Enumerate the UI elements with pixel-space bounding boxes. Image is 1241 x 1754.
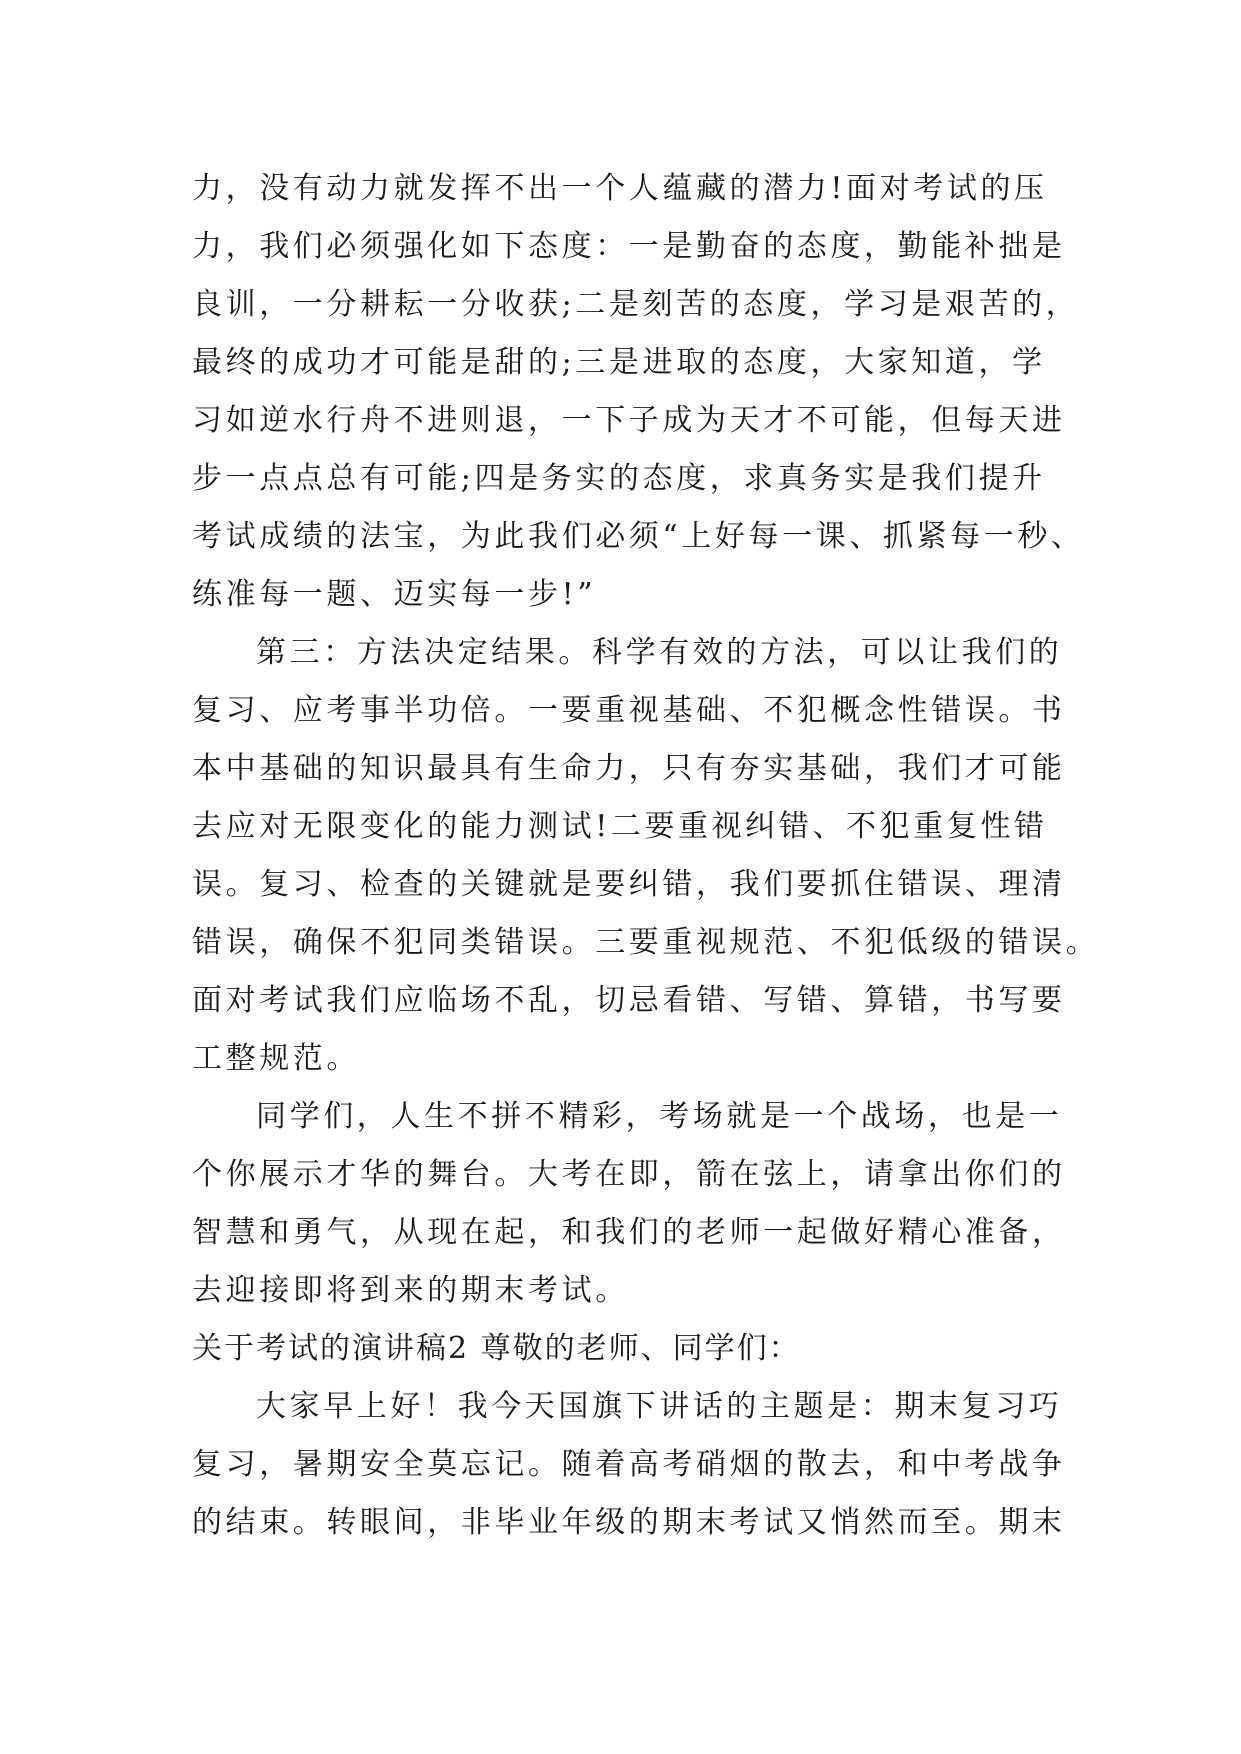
text-line: 错误，确保不犯同类错误。三要重视规范、不犯低级的错误。 [192, 925, 1100, 960]
text-line: 的结束。转眼间，非毕业年级的期末考试又悄然而至。期末 [192, 1505, 1066, 1540]
paragraph-start-line: 大家早上好！我今天国旗下讲话的主题是：期末复习巧 [256, 1389, 1063, 1424]
text-line: 复习、应考事半功倍。一要重视基础、不犯概念性错误。书 [192, 693, 1066, 728]
text-line: 力，没有动力就发挥不出一个人蕴藏的潜力!面对考试的压 [192, 171, 1048, 206]
text-line: 习如逆水行舟不进则退，一下子成为天才不可能，但每天进 [192, 403, 1066, 438]
text-line: 智慧和勇气，从现在起，和我们的老师一起做好精心准备， [192, 1215, 1066, 1250]
document-page [192, 160, 1100, 1552]
text-line: 练准每一题、迈实每一步!” [192, 577, 597, 612]
speech-heading: 关于考试的演讲稿2 尊敬的老师、同学们： [192, 1331, 801, 1366]
paragraph-start-line: 第三：方法决定结果。科学有效的方法，可以让我们的 [256, 635, 1063, 670]
text-line: 复习，暑期安全莫忘记。随着高考硝烟的散去，和中考战争 [192, 1447, 1066, 1482]
text-line: 最终的成功才可能是甜的;三是进取的态度，大家知道，学 [192, 345, 1046, 380]
text-line: 力，我们必须强化如下态度：一是勤奋的态度，勤能补拙是 [192, 229, 1066, 264]
text-line: 本中基础的知识最具有生命力，只有夯实基础，我们才可能 [192, 751, 1066, 786]
paragraph-start-line: 同学们，人生不拼不精彩，考场就是一个战场，也是一 [256, 1099, 1063, 1134]
text-line: 考试成绩的法宝，为此我们必须“上好每一课、抓紧每一秒、 [192, 519, 1085, 554]
text-line: 去迎接即将到来的期末考试。 [192, 1273, 629, 1308]
text-line: 去应对无限变化的能力测试!二要重视纠错、不犯重复性错 [192, 809, 1048, 844]
text-line: 误。复习、检查的关键就是要纠错，我们要抓住错误、理清 [192, 867, 1066, 902]
text-line: 工整规范。 [192, 1041, 360, 1076]
text-line: 步一点点总有可能;四是务实的态度，求真务实是我们提升 [192, 461, 1046, 496]
text-line: 个你展示才华的舞台。大考在即，箭在弦上，请拿出你们的 [192, 1157, 1066, 1192]
text-line: 良训，一分耕耘一分收获;二是刻苦的态度，学习是艰苦的， [192, 287, 1080, 322]
text-line: 面对考试我们应临场不乱，切忌看错、写错、算错，书写要 [192, 983, 1066, 1018]
